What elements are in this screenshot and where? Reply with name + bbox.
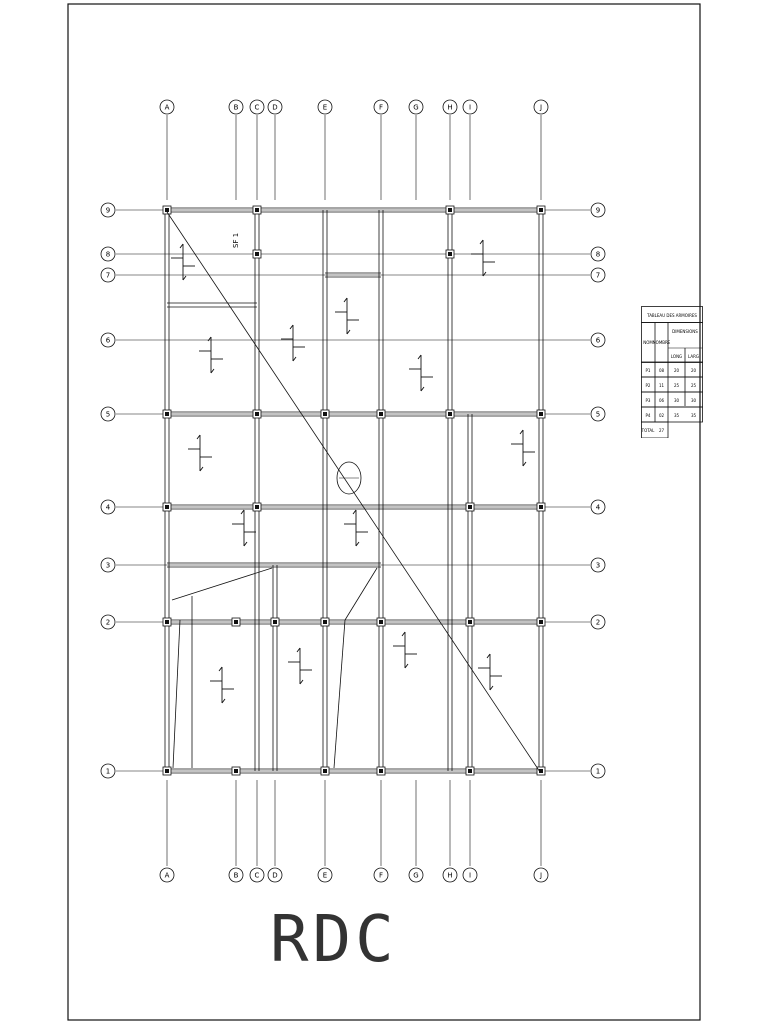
svg-text:9: 9 xyxy=(105,206,111,215)
legend-cell: 35 xyxy=(673,413,680,418)
legend-table xyxy=(641,306,703,438)
axis-bubble-5 xyxy=(591,407,605,421)
header-nombre: NOMBRE xyxy=(652,340,671,345)
axis-bubble-e xyxy=(318,868,332,882)
slab-direction-arrow xyxy=(199,337,223,373)
legend-cell: P2 xyxy=(645,383,651,388)
total-label: TOTAL xyxy=(641,428,655,433)
svg-text:2: 2 xyxy=(595,618,601,627)
axis-bubble-i xyxy=(463,868,477,882)
svg-text:G: G xyxy=(413,103,419,112)
axis-bubble-b xyxy=(229,100,243,114)
axis-bubble-e xyxy=(318,100,332,114)
svg-text:4: 4 xyxy=(595,503,601,512)
slab-direction-arrow xyxy=(409,355,433,391)
svg-text:B: B xyxy=(233,871,239,880)
legend-cell: 11 xyxy=(658,383,665,388)
slab-direction-arrow xyxy=(393,632,417,668)
svg-text:5: 5 xyxy=(595,410,601,419)
axis-bubble-6 xyxy=(591,333,605,347)
svg-text:D: D xyxy=(272,103,278,112)
svg-text:F: F xyxy=(378,103,384,112)
svg-text:8: 8 xyxy=(105,250,111,259)
stair-lines xyxy=(172,568,377,768)
svg-text:5: 5 xyxy=(105,410,111,419)
svg-text:I: I xyxy=(468,871,472,880)
slab-arrows xyxy=(171,240,535,703)
axis-bubble-j xyxy=(534,100,548,114)
legend-cell: P4 xyxy=(645,413,651,418)
slab-direction-arrow xyxy=(471,240,495,276)
axis-bubble-4 xyxy=(591,500,605,514)
svg-text:6: 6 xyxy=(105,336,111,345)
axis-bubble-i xyxy=(463,100,477,114)
legend-cell: P3 xyxy=(645,398,651,403)
axis-bubble-h xyxy=(443,868,457,882)
axis-bubble-a xyxy=(160,868,174,882)
axis-bubble-h xyxy=(443,100,457,114)
svg-text:F: F xyxy=(378,871,384,880)
axis-bubble-f xyxy=(374,100,388,114)
header-nom: NOM xyxy=(643,340,653,345)
axis-bubble-8 xyxy=(101,247,115,261)
slab-direction-arrow xyxy=(344,510,368,546)
legend-cell: 06 xyxy=(658,398,665,403)
axis-bubble-d xyxy=(268,868,282,882)
slab-direction-arrow xyxy=(335,298,359,334)
slab-direction-arrow xyxy=(171,244,195,280)
slab-direction-arrow xyxy=(188,435,212,471)
diagonal-line xyxy=(167,212,540,772)
axis-bubble-4 xyxy=(101,500,115,514)
total-value: 27 xyxy=(658,428,665,433)
svg-text:H: H xyxy=(447,871,453,880)
sf-annotation: SF 1 xyxy=(232,232,240,248)
axis-bubble-3 xyxy=(101,558,115,572)
slab-direction-arrow xyxy=(232,510,256,546)
drawing-title: RDC xyxy=(270,903,398,977)
svg-text:A: A xyxy=(164,871,170,880)
axis-bubble-8 xyxy=(591,247,605,261)
axis-bubble-d xyxy=(268,100,282,114)
legend-rows xyxy=(642,362,703,422)
slab-direction-arrow xyxy=(210,667,234,703)
svg-text:C: C xyxy=(254,103,260,112)
legend-cell: 20 xyxy=(690,368,697,373)
legend-cell: 08 xyxy=(658,368,665,373)
axis-bubble-f xyxy=(374,868,388,882)
legend-cell: 02 xyxy=(658,413,665,418)
legend-cell: 30 xyxy=(673,398,680,403)
legend-cell: 20 xyxy=(673,368,680,373)
axis-bubble-3 xyxy=(591,558,605,572)
axis-bubble-a xyxy=(160,100,174,114)
axis-bubble-g xyxy=(409,100,423,114)
svg-text:E: E xyxy=(322,103,328,112)
axis-bubble-5 xyxy=(101,407,115,421)
slab-direction-arrow xyxy=(511,430,535,466)
grid-lines xyxy=(116,115,590,866)
axis-bubble-9 xyxy=(591,203,605,217)
svg-text:6: 6 xyxy=(595,336,601,345)
subheader-larg: LARG xyxy=(688,354,699,359)
axis-bubble-7 xyxy=(591,268,605,282)
slab-direction-arrow xyxy=(281,325,305,361)
svg-text:7: 7 xyxy=(105,271,111,280)
header-dimensions: DIMENSIONS xyxy=(672,329,698,334)
svg-text:E: E xyxy=(322,871,328,880)
axis-bubble-g xyxy=(409,868,423,882)
axis-bubble-2 xyxy=(591,615,605,629)
svg-text:1: 1 xyxy=(105,767,111,776)
svg-text:I: I xyxy=(468,103,472,112)
svg-text:7: 7 xyxy=(595,271,601,280)
svg-text:B: B xyxy=(233,103,239,112)
legend-cell: P1 xyxy=(645,368,651,373)
axis-bubble-2 xyxy=(101,615,115,629)
slab-direction-arrow xyxy=(288,648,312,684)
svg-text:G: G xyxy=(413,871,419,880)
svg-text:1: 1 xyxy=(595,767,601,776)
legend-cell: 35 xyxy=(690,413,697,418)
axis-bubble-j xyxy=(534,868,548,882)
svg-text:9: 9 xyxy=(595,206,601,215)
axis-bubble-c xyxy=(250,868,264,882)
axis-bubble-1 xyxy=(591,764,605,778)
svg-text:8: 8 xyxy=(595,250,601,259)
svg-text:J: J xyxy=(539,871,543,880)
svg-text:4: 4 xyxy=(105,503,111,512)
legend-cell: 30 xyxy=(690,398,697,403)
axis-bubble-1 xyxy=(101,764,115,778)
axis-bubble-9 xyxy=(101,203,115,217)
legend-title: TABLEAU DES ARMOIRES xyxy=(647,313,697,318)
svg-text:2: 2 xyxy=(105,618,111,627)
subheader-long: LONG xyxy=(670,354,683,359)
legend-cell: 25 xyxy=(690,383,697,388)
sheet-border xyxy=(68,4,700,1020)
axis-bubble-6 xyxy=(101,333,115,347)
legend-cell: 25 xyxy=(673,383,680,388)
svg-text:J: J xyxy=(539,103,543,112)
svg-text:H: H xyxy=(447,103,453,112)
axis-bubble-7 xyxy=(101,268,115,282)
svg-text:C: C xyxy=(254,871,260,880)
svg-text:3: 3 xyxy=(105,561,111,570)
svg-text:A: A xyxy=(164,103,170,112)
svg-text:3: 3 xyxy=(595,561,601,570)
svg-text:D: D xyxy=(272,871,278,880)
axis-bubble-c xyxy=(250,100,264,114)
axis-bubble-b xyxy=(229,868,243,882)
